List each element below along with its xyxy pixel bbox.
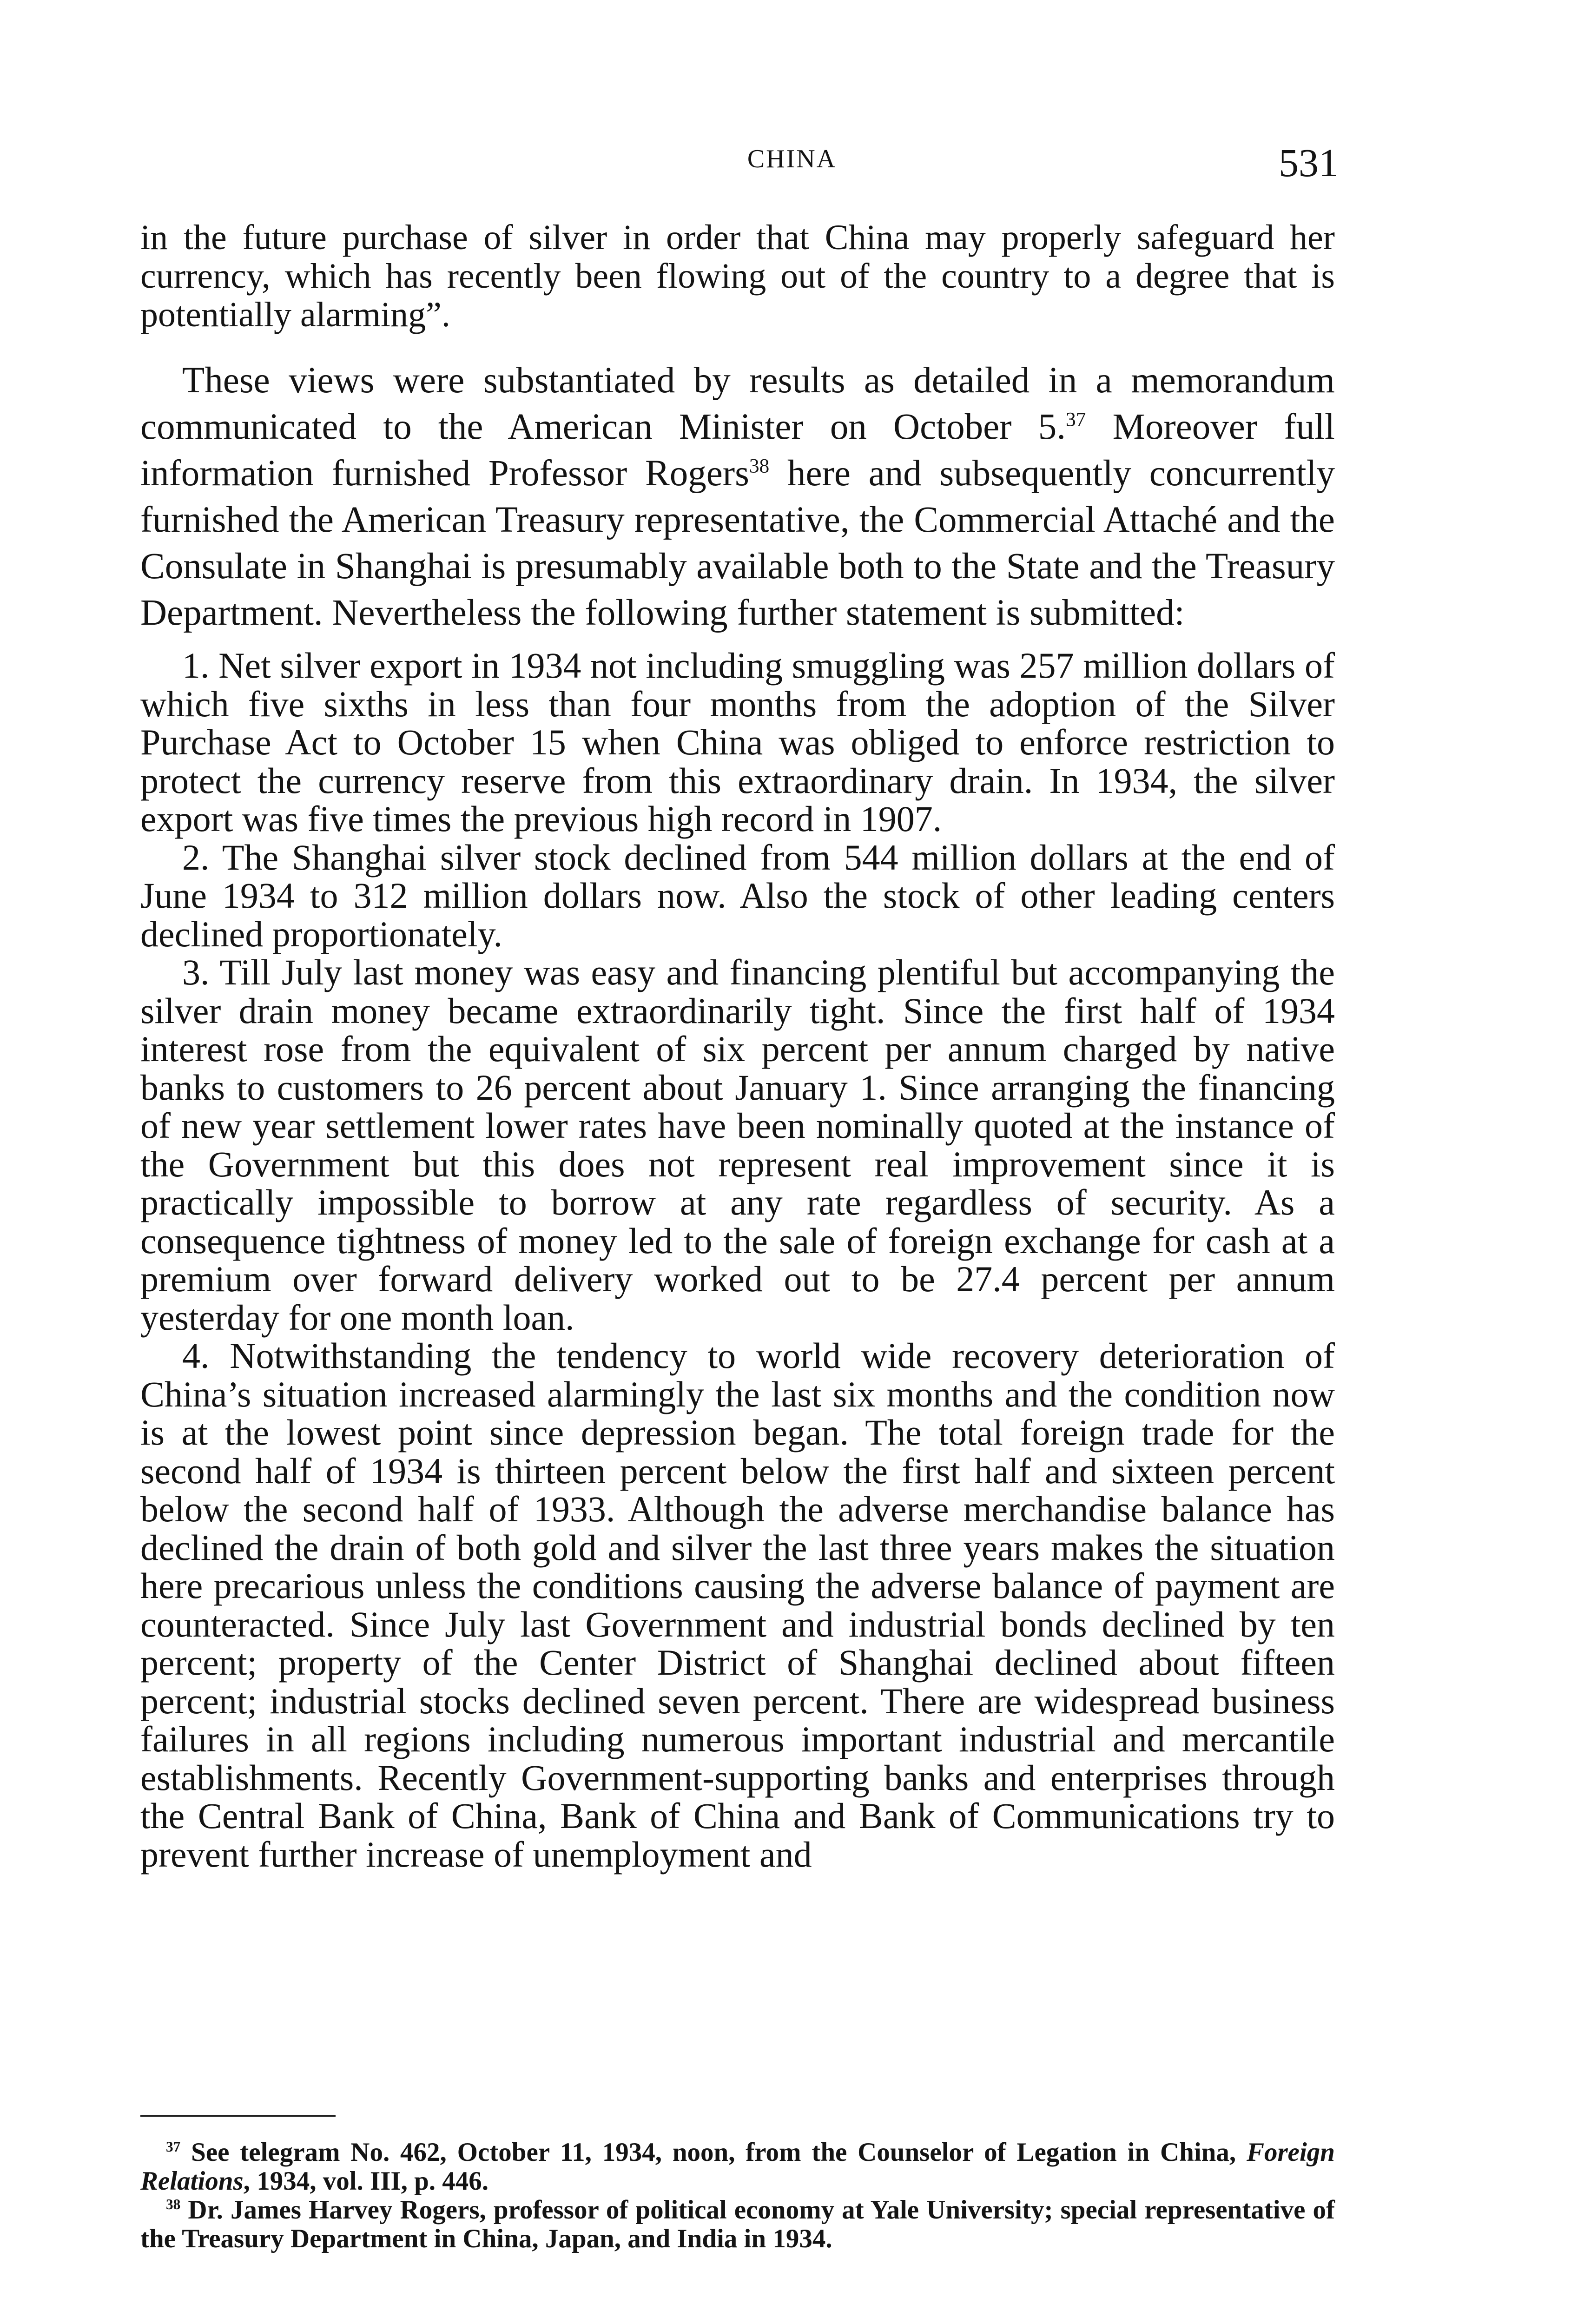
list-item-text: 3. Till July last money was easy and financing plentiful but accompanying the silver drain money became extraordinarily tight. Since the first half of 1934 interest rose from the equivalent of six percent per annum charged by native banks to customers to 26 percent about January 1. Since arranging the financing of new year settlement lower rates have been nominally quoted at the instance of the Government but this does not represent real improvement since it is practically impossible to borrow at any rate regardless of security. As a consequence tightness of money led to the sale of foreign exchange for cash at a premium over forward delivery worked out to be 27.4 percent per annum yesterday for one month loan. [140,952,1335,1338]
footnote-text: See telegram No. 462, October 11, 1934, noon, from the Counselor of Legation in China, [180,2138,1247,2167]
footnote-ref-38[interactable]: 38 [749,455,770,477]
list-item [140,1337,1335,1874]
list-item [140,838,1335,954]
footnote-ref-37[interactable]: 37 [1065,408,1086,431]
list-item [140,953,1335,1337]
footnote-text: Dr. James Harvey Rogers, professor of political economy at Yale University; special representative of the Treasury Department in China, Japan, and India in 1934. [140,2195,1335,2253]
list-item-text: 2. The Shanghai silver stock declined from 544 million dollars at the end of June 1934 to 312 million dollars now. Also the stock of other leading centers declined proportionately. [140,837,1335,954]
list-item-text: 1. Net silver export in 1934 not including smuggling was 257 million dollars of which five sixths in less than four months from the adoption of the Silver Purchase Act to October 15 when China was obliged to enforce restriction to protect the currency reserve from this extraordinary drain. In 1934, the silver export was five times the previous high record in 1907. [140,645,1335,839]
footnote-text: , 1934, vol. III, p. 446. [243,2166,489,2196]
footnote-divider [140,2115,336,2117]
footnote-italic-title: Foreign Relations [140,2138,1335,2196]
page-header [0,139,1584,195]
page-number: 531 [1279,140,1339,185]
paragraph-continuation [140,218,1335,334]
paragraph-text: Moreover full information furnished Professor Rogers [140,407,1335,494]
paragraph-views [140,357,1335,636]
paragraph-text: These views were substantiated by results as detailed in a memorandum communicated to the American Minister on October 5. [140,360,1335,447]
footnotes [140,2138,1335,2253]
footnote-37 [140,2138,1335,2196]
list-item-text: 4. Notwithstanding the tendency to world wide recovery deterioration of China’s situation increased alarmingly the last six months and the condition now is at the lowest point since depression began. The total foreign trade for the second half of 1934 is thirteen percent below the first half and sixteen percent below the second half of 1933. Although the adverse merchandise balance has declined the drain of both gold and silver the last three years makes the situation here precarious unless the conditions causing the adverse balance of payment are counteracted. Since July last Government and industrial bonds declined by ten percent; property of the Center District of Shanghai declined about fifteen percent; industrial stocks declined seven percent. There are widespread business failures in all regions including numerous important industrial and mercantile establishments. Recently Government-supporting banks and enterprises through the Central Bank of China, Bank of China and Bank of Communications try to prevent further increase of unemployment and [140,1335,1335,1875]
footnote-38 [140,2196,1335,2253]
list-item [140,647,1335,838]
paragraph-text: in the future purchase of silver in order that China may properly safeguard her currency, which has recently been flowing out of the country to a degree that is potentially alarming”. [140,218,1335,334]
body-text [140,218,1335,1874]
numbered-statement-list [140,647,1335,1874]
running-head: CHINA [747,145,837,173]
footnote-mark: 37 [166,2139,181,2155]
paragraph-text: here and subsequently concurrently furnished the American Treasury representative, the Commercial Attaché and the Consulate in Shanghai is presumably available both to the State and the Treasury Department. Nevertheless the following further statement is submitted: [140,453,1335,633]
footnote-mark: 38 [166,2196,181,2212]
